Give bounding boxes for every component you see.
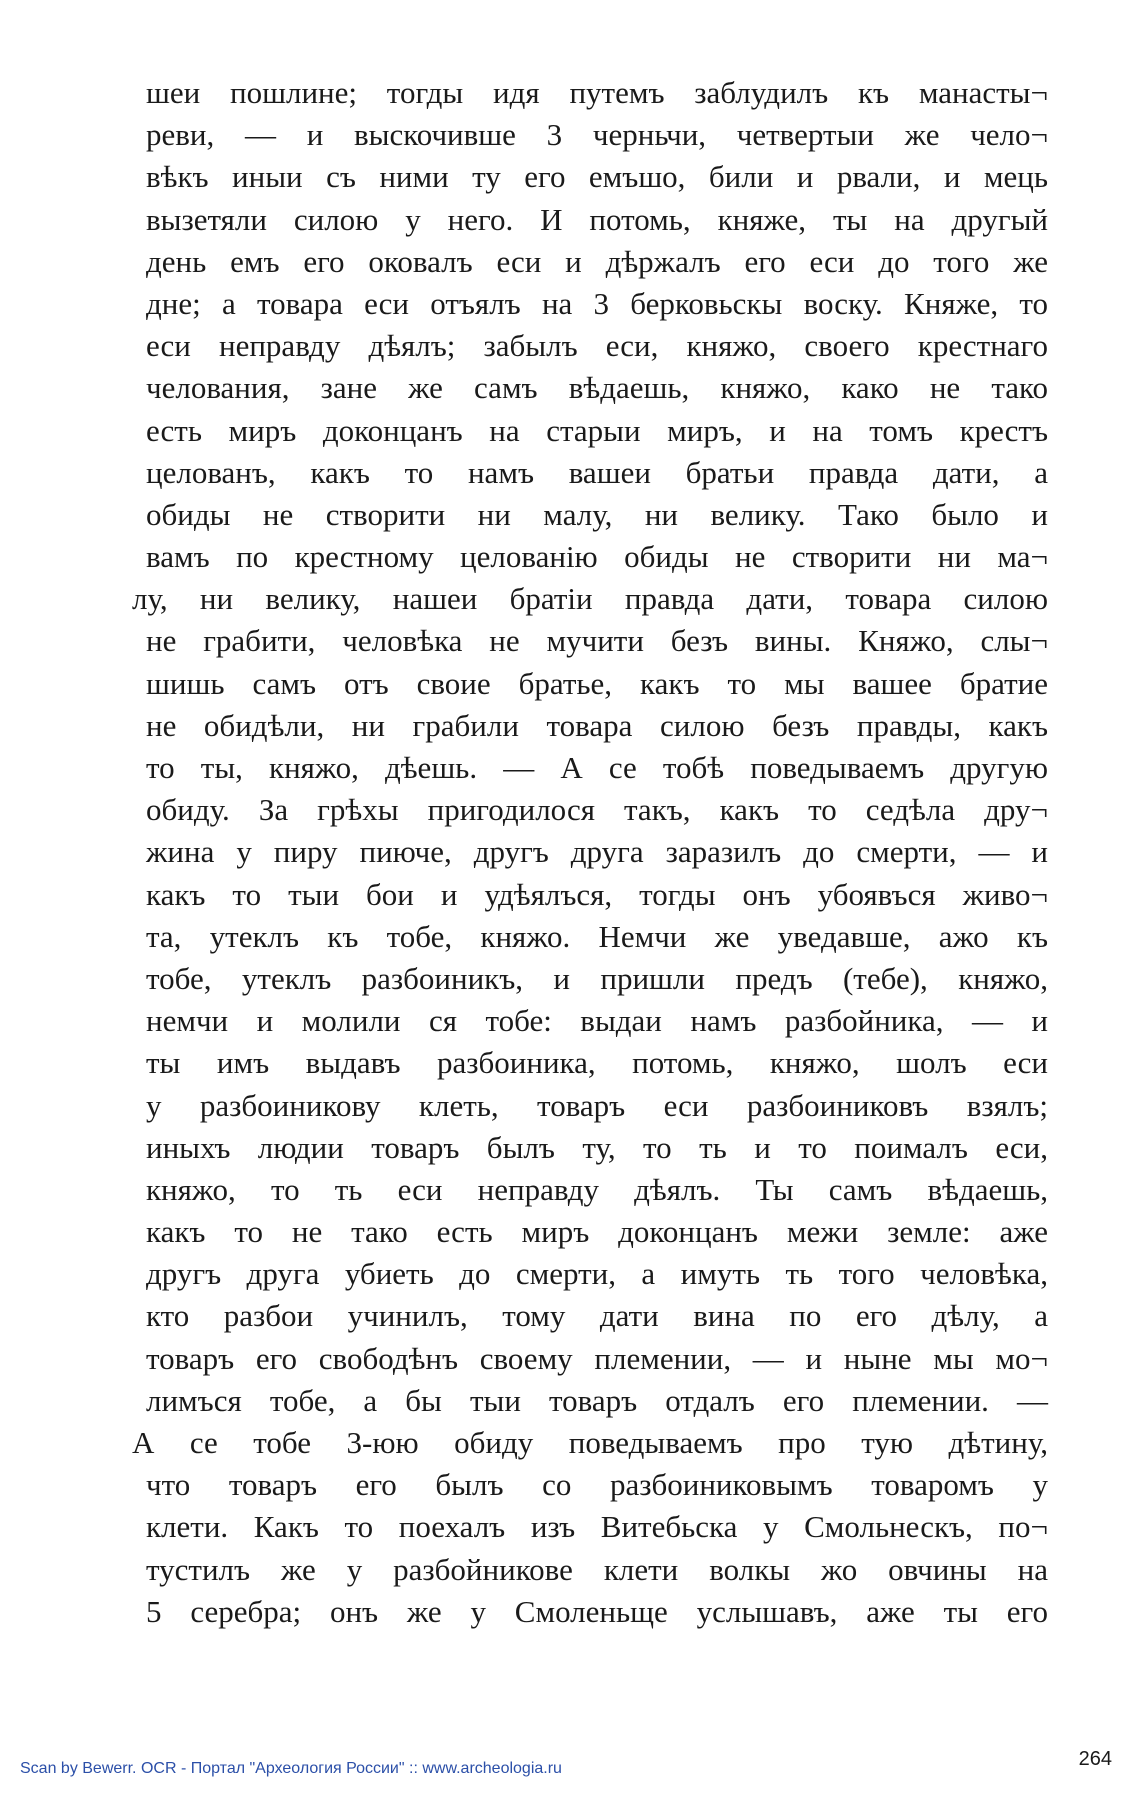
text-line: вѣкъ иныи съ ними ту его емъшо, били и рвали, и мець (146, 159, 1048, 195)
text-line: есть миръ доконцанъ на старыи миръ, и на томъ крестъ (146, 412, 1048, 448)
text-line: кто разбои учинилъ, тому дати вина по его дѣлу, а (146, 1298, 1048, 1334)
text-line: челования, зане же самъ вѣдаешь, княжо, како не тако (146, 370, 1048, 406)
text-line: 5 серебра; онъ же у Смоленьще услышавъ, аже ты его (146, 1593, 1048, 1629)
text-line: вызетяли силою у него. И потомь, княже, ты на другый (146, 201, 1048, 237)
text-line: другъ друга убиеть до смерти, а имуть ть того человѣка, (146, 1256, 1048, 1292)
page-number: 264 (1078, 1748, 1112, 1770)
text-line: реви, — и выскочивше 3 черньчи, четвертыи же чело¬ (146, 117, 1048, 153)
text-line: целованъ, какъ то намъ вашеи братьи правда дати, а (146, 454, 1048, 490)
text-line: что товаръ его былъ со разбоиниковымъ товаромъ у (146, 1467, 1048, 1503)
text-line: обиду. За грѣхы пригодилося такъ, какъ то седѣла дру¬ (146, 792, 1048, 828)
text-line: лу, ни велику, нашеи братіи правда дати, товара силою (132, 581, 1048, 617)
text-line: шеи пошлине; тогды идя путемъ заблудилъ къ манасты¬ (146, 75, 1048, 110)
text-line: не грабити, человѣка не мучити безъ вины. Княжо, слы¬ (146, 623, 1048, 659)
text-line: тобе, утеклъ разбоиникъ, и пришли предъ (тебе), княжо, (146, 960, 1048, 996)
text-line: какъ то тыи бои и удѣялъся, тогды онъ убоявъся живо¬ (146, 876, 1048, 912)
text-line: жина у пиру пиюче, другъ друга заразилъ до смерти, — и (146, 834, 1048, 870)
text-line: обиды не створити ни малу, ни велику. Тако было и (146, 496, 1048, 532)
text-line: то ты, княжо, дѣешь. — А се тобѣ поведываемъ другую (146, 750, 1048, 785)
text-line: не обидѣли, ни грабили товара силою безъ правды, какъ (146, 707, 1048, 743)
text-line: княжо, то ть еси неправду дѣялъ. Ты самъ вѣдаешь, (146, 1171, 1048, 1207)
text-line: та, утеклъ къ тобе, княжо. Немчи же уведавше, ажо къ (146, 918, 1048, 954)
text-line: А се тобе 3-юю обиду поведываемъ про тую дѣтину, (132, 1425, 1048, 1460)
text-line: клети. Какъ то поехалъ изъ Витебьска у Смольнескъ, по¬ (146, 1509, 1048, 1545)
text-line: дне; а товара еси отъялъ на 3 берковьскы воску. Княже, то (146, 285, 1048, 321)
text-line: вамъ по крестному целованію обиды не створити ни ма¬ (146, 539, 1048, 575)
text-line: лимъся тобе, а бы тыи товаръ отдалъ его племении. — (146, 1382, 1048, 1418)
text-line: у разбоиникову клеть, товаръ еси разбоиниковъ взялъ; (146, 1087, 1048, 1123)
text-line: ты имъ выдавъ разбоиника, потомь, княжо, шолъ еси (146, 1045, 1048, 1081)
text-line: тустилъ же у разбойникове клети волкы жо овчины на (146, 1551, 1048, 1587)
text-line: немчи и молили ся тобе: выдаи намъ разбойника, — и (146, 1003, 1048, 1039)
text-line: шишь самъ отъ своие братье, какъ то мы вашее братие (146, 665, 1048, 701)
text-line: еси неправду дѣялъ; забылъ еси, княжо, своего крестнаго (146, 328, 1048, 364)
text-line: товаръ его свободѣнъ своему племении, — и ныне мы мо¬ (146, 1340, 1048, 1376)
body-text (132, 72, 1048, 1633)
text-line: день емъ его оковалъ еси и дѣржалъ его еси до того же (146, 243, 1048, 279)
footer-credit-link[interactable]: Scan by Bewerr. OCR - Портал "Археология России" :: www.archeologia.ru (20, 1760, 562, 1777)
text-line: какъ то не тако есть миръ доконцанъ межи земле: аже (146, 1214, 1048, 1250)
text-line: иныхъ людии товаръ былъ ту, то ть и то поималъ еси, (146, 1129, 1048, 1165)
